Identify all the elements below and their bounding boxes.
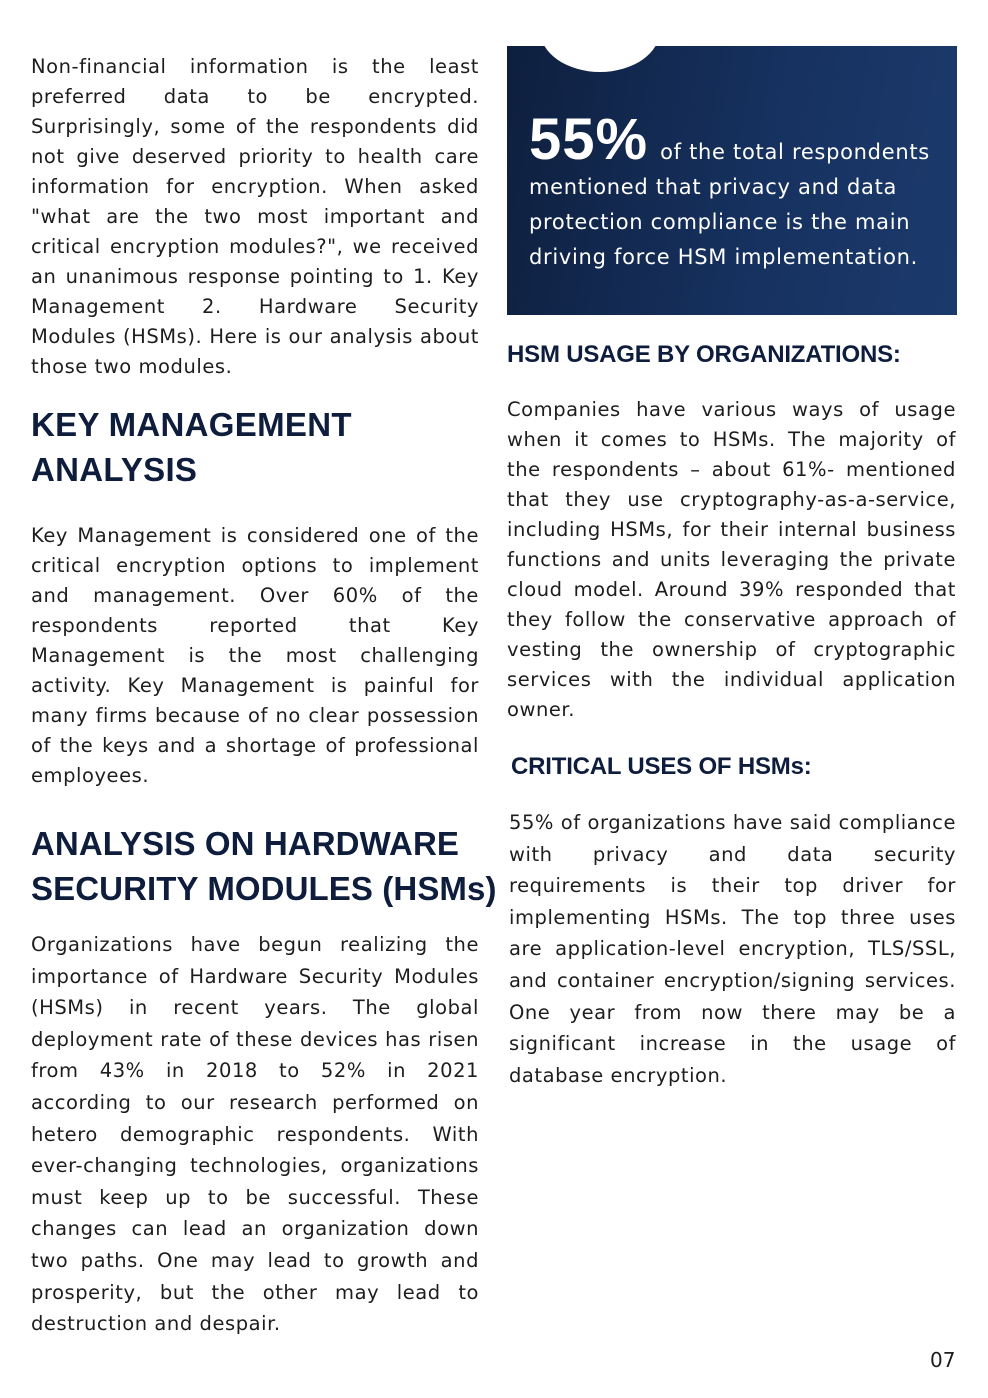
callout-percent: 55% bbox=[529, 107, 649, 172]
hsm-analysis-heading-line2: SECURITY MODULES (HSMs) bbox=[31, 870, 497, 907]
key-management-heading bbox=[31, 402, 479, 492]
intro-paragraph: Non-financial information is the least preferred data to be encrypted. Surprisingly, some of the respondents did not give deserved priority to health care information for encryption. When asked "what are the two most important and critical encryption modules?", we received an unanimous response pointing to 1. Key Management 2. Hardware Security Modules (HSMs). Here is our analysis about those two modules. bbox=[31, 55, 479, 378]
callout-description: of the total respondents mentioned that privacy and data protection compliance is the main driving force HSM implementation. bbox=[529, 140, 930, 269]
stat-callout-box bbox=[507, 46, 957, 315]
hsm-analysis-heading bbox=[31, 821, 497, 911]
critical-uses-paragraph: 55% of organizations have said compliance with privacy and data security requirements is their top driver for implementing HSMs. The top three uses are application-level encryption, TLS/SSL, and container encryption/signing services. One year from now there may be a significant increase in the usage of database encryption. bbox=[509, 811, 956, 1087]
hsm-usage-heading: HSM USAGE BY ORGANIZATIONS: bbox=[507, 341, 901, 368]
callout-text bbox=[529, 107, 947, 275]
hsm-analysis-heading-line1: ANALYSIS ON HARDWARE bbox=[31, 825, 459, 862]
key-management-paragraph: Key Management is considered one of the critical encryption options to implement and management. Over 60% of the respondents reported that Key Management is the most challenging activity. Key Management is painful for many firms because of no clear possession of the keys and a shortage of professional employees. bbox=[31, 524, 479, 787]
key-management-heading-line2: ANALYSIS bbox=[31, 451, 198, 488]
critical-uses-heading: CRITICAL USES OF HSMs: bbox=[511, 753, 812, 780]
key-management-heading-line1: KEY MANAGEMENT bbox=[31, 406, 352, 443]
hsm-usage-paragraph: Companies have various ways of usage when it comes to HSMs. The majority of the respondents – about 61%- mentioned that they use cryptography-as-a-service, including HSMs, for their internal business functions and units leveraging the private cloud model. Around 39% responded that they follow the conservative approach of vesting the ownership of cryptographic services with the individual application owner. bbox=[507, 398, 956, 721]
left-column bbox=[31, 52, 497, 1340]
hsm-analysis-paragraph: Organizations have begun realizing the importance of Hardware Security Modules (HSMs) in recent years. The global deployment rate of these devices has risen from 43% in 2018 to 52% in 2021 according to our research performed on hetero demographic respondents. With ever-changing technologies, organizations must keep up to be successful. These changes can lead an organization down two paths. One may lead to growth and prosperity, but the other may lead to destruction and despair. bbox=[31, 933, 479, 1336]
right-column bbox=[507, 46, 956, 1091]
callout-notch bbox=[540, 46, 660, 72]
page-number: 07 bbox=[930, 1348, 956, 1372]
